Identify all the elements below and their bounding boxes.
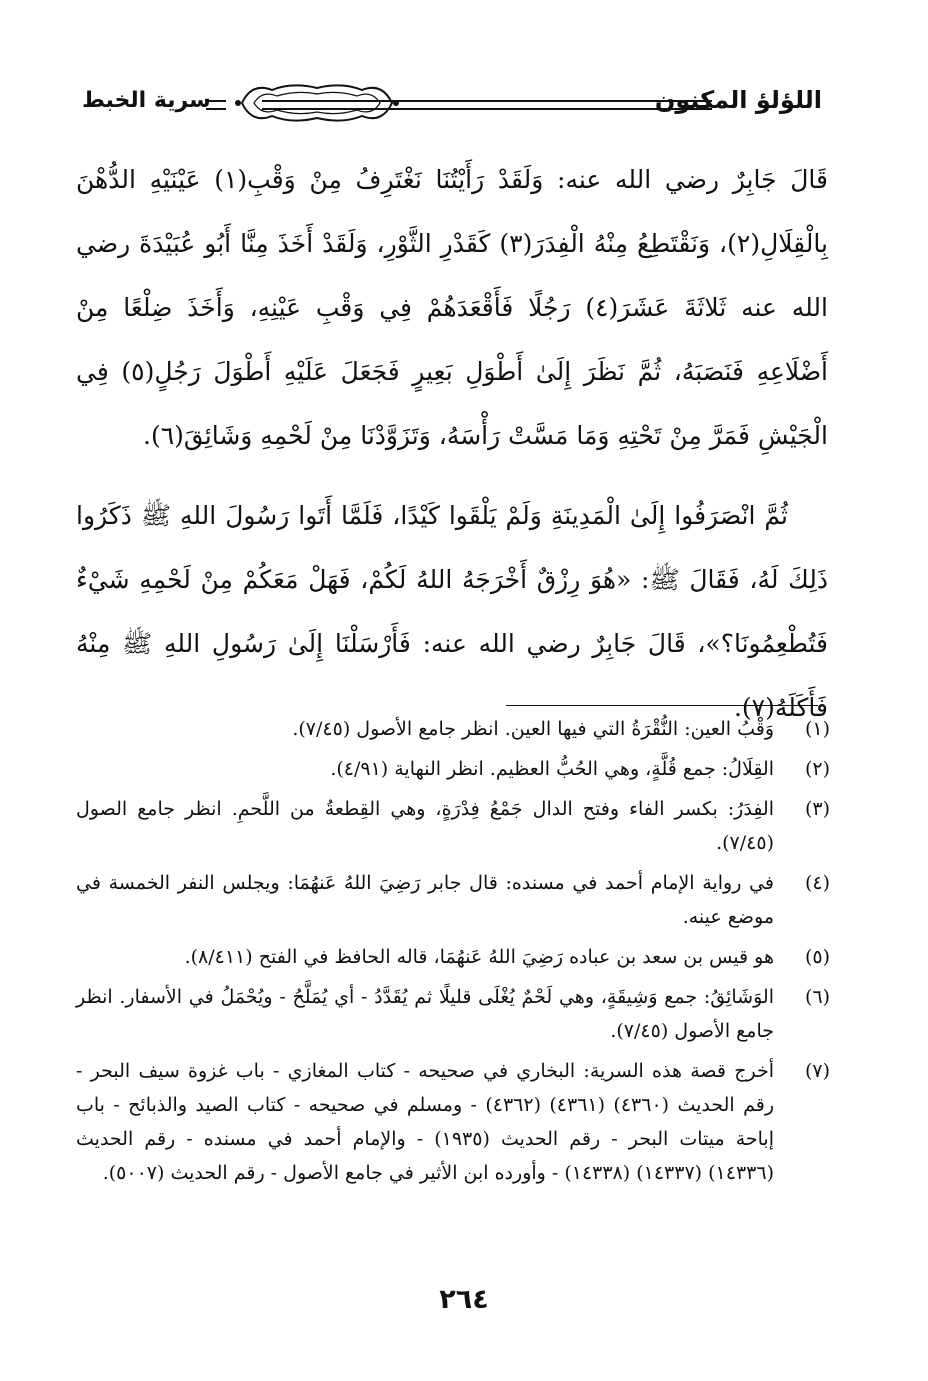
ornament-frame-icon	[232, 80, 402, 126]
footnote-number: (٢)	[804, 758, 830, 780]
footnote-text: في رواية الإمام أحمد في مسنده: قال جابر رَضِيَ اللهُ عَنهُمَا: ويجلس النفر الخمسة في موضع عينه.	[76, 872, 774, 928]
footnote	[76, 940, 836, 974]
footnote-text: القِلَالُ: جمع قُلَّةٍ، وهي الحُبُّ العظيم. انظر النهاية (٤/٩١).	[330, 758, 774, 780]
footnote	[76, 712, 836, 746]
paragraph	[76, 484, 828, 740]
main-text	[76, 148, 828, 740]
footnote	[76, 1054, 836, 1190]
footnote-number: (٥)	[804, 946, 830, 968]
paragraph-text: ثُمَّ انْصَرَفُوا إِلَىٰ الْمَدِينَةِ وَلَمْ يَلْقَوا كَيْدًا، فَلَمَّا أَتَوا رَسُولَ اللهِ ﷺ ذَكَرُوا ذَلِكَ لَهُ، فَقَالَ ﷺ: «هُوَ رِزْقٌ أَخْرَجَهُ اللهُ لَكُمْ، فَهَلْ مَعَكُمْ مِنْ لَحْمِهِ شَيْءٌ فَتُطْعِمُونَا؟»، قَالَ جَابِرٌ رضي الله عنه: فَأَرْسَلْنَا إِلَىٰ رَسُولِ اللهِ ﷺ مِنْهُ فَأَكَلَهُ(٧).	[76, 501, 828, 722]
paragraph-text: قَالَ جَابِرٌ رضي الله عنه: وَلَقَدْ رَأَيْتُنَا نَغْتَرِفُ مِنْ وَقْبِ(١) عَيْنَيْهِ الدُّهْنَ بِالْقِلَالِ(٢)، وَنَقْتَطِعُ مِنْهُ الْفِدَرَ(٣) كَقَدْرِ الثَّوْرِ، وَلَقَدْ أَخَذَ مِنَّا أَبُو عُبَيْدَةَ رضي الله عنه ثَلاثَةَ عَشَرَ(٤) رَجُلًا فَأَقْعَدَهُمْ فِي وَقْبِ عَيْنِهِ، وَأَخَذَ ضِلْعًا مِنْ أَضْلَاعِهِ فَنَصَبَهُ، ثُمَّ نَظَرَ إِلَىٰ أَطْوَلِ بَعِيرٍ فَجَعَلَ عَلَيْهِ أَطْوَلَ رَجُلٍ(٥) فِي الْجَيْشِ فَمَرَّ مِنْ تَحْتِهِ وَمَا مَسَّتْ رَأْسَهُ، وَتَزَوَّدْنَا مِنْ لَحْمِهِ وَشَائِقَ(٦).	[76, 165, 828, 450]
footnote	[76, 866, 836, 934]
footnote-text: هو قيس بن سعد بن عباده رَضِيَ اللهُ عَنهُمَا، قاله الحافظ في الفتح (٨/٤١١).	[184, 946, 774, 968]
footnote-number: (١)	[804, 718, 830, 740]
footnote	[76, 980, 836, 1048]
footnote-number: (٧)	[804, 1060, 830, 1082]
book-title: اللؤلؤ المكنون	[654, 86, 822, 114]
footnote-text: الفِدَرُ: بكسر الفاء وفتح الدال جَمْعُ فِدْرَةٍ، وهي القِطعةُ من اللَّحمِ. انظر جامع الصول (٧/٤٥).	[76, 798, 774, 854]
footnotes	[76, 712, 836, 1196]
footnote-separator	[506, 705, 818, 706]
page-number: ٢٦٤	[439, 1284, 489, 1315]
footnote-text: الوَشَائِقُ: جمع وَشِيقَةٍ، وهي لَحْمٌ يُغْلَى قليلًا ثم يُقَدَّدُ - أي يُمَلَّحُ - ويُحْمَلُ في الأسفار. انظر جامع الأصول (٧/٤٥).	[76, 986, 774, 1042]
footnote-text: وَقْبُ العين: النُّقْرَةُ التي فيها العين. انظر جامع الأصول (٧/٤٥).	[292, 718, 774, 740]
footnote-number: (٤)	[804, 872, 830, 894]
footnote-number: (٣)	[804, 798, 830, 820]
footnote	[76, 792, 836, 860]
section-title: سرية الخبط	[82, 88, 211, 113]
running-header	[82, 80, 822, 136]
footnote-text: أخرج قصة هذه السرية: البخاري في صحيحه - كتاب المغازي - باب غزوة سيف البحر - رقم الحديث (٤٣٦٠) (٤٣٦١) (٤٣٦٢) - ومسلم في صحيحه - كتاب الصيد والذبائح - باب إباحة ميتات البحر - رقم الحديث (١٩٣٥) - والإمام أحمد في مسنده - رقم الحديث (١٤٣٣٦) (١٤٣٣٧) (١٤٣٣٨) - وأورده ابن الأثير في جامع الأصول - رقم الحديث (٥٠٠٧).	[76, 1060, 774, 1184]
paragraph	[76, 148, 828, 468]
footnote-number: (٦)	[804, 986, 830, 1008]
footnote	[76, 752, 836, 786]
